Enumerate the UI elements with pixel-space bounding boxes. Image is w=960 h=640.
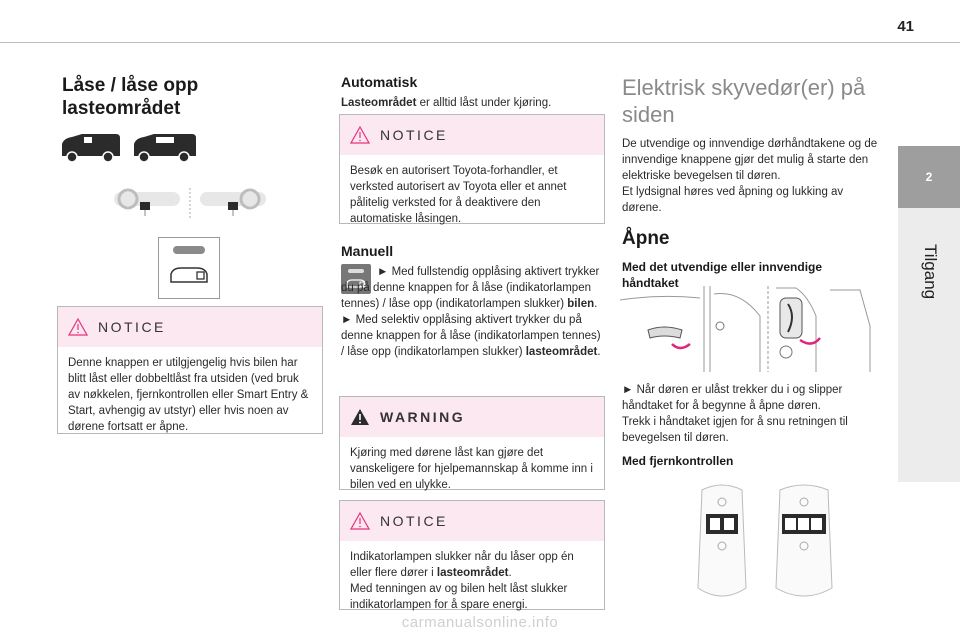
notice-box-col1 [57,306,323,434]
automatic-heading: Automatisk [341,74,418,90]
header-rule [0,42,960,43]
handles-paragraph-1: ► Når døren er ulåst trekker du i og slipper håndtaket for å begynne å åpne døren. [622,384,843,412]
dashboard-2-icon [200,190,266,216]
sliding-door-title: Elektrisk skyvedør(er) på siden [622,75,866,127]
handles-heading: Med det utvendige eller innvendige håndtaket [622,260,823,290]
chapter-tab[interactable]: 2 [898,146,960,208]
remote-heading: Med fjernkontrollen [622,454,734,468]
remote-key-1-icon [698,485,746,596]
notice-header [340,115,604,155]
col3 [622,74,882,291]
notice-body-2: Med tenningen av og bilen helt låst slukker indikatorlampen for å spare energi. [350,583,568,611]
manual-heading: Manuell [341,243,394,259]
sliding-door-intro-2: Et lydsignal høres ved åpning og lukking av dørene. [622,186,844,214]
remote-key-illustration [682,480,872,608]
sliding-door-intro-1: De utvendige og innvendige dørhåndtakene og de innvendige knappene gjør det mulig å starte den elektriske bevegelsen til døren. [622,138,878,182]
manual-text [341,264,603,360]
notice-triangle-icon [68,318,88,336]
door-handle-illustration [620,286,882,372]
interior-handle-icon [780,298,802,338]
notice-triangle-icon [350,512,370,530]
pull-arrow-icon [672,344,690,348]
exterior-handle-icon [648,327,682,338]
notice-triangle-icon [350,126,370,144]
manual-section [341,243,603,259]
handles-paragraph-2: Trekk i håndtaket igjen for å snu retningen til bevegelsen til døren. [622,416,848,444]
notice-title: NOTICE [380,127,448,143]
warning-box [339,396,605,490]
notice-title: NOTICE [380,513,448,529]
cargo-lock-button-illustration [158,237,220,299]
open-heading: Åpne [622,228,670,249]
warning-title: WARNING [380,409,466,425]
notice-body: Besøk en autorisert Toyota-forhandler, et verksted autorisert av Toyota eller et annet pålitelig verksted for å deaktivere den automatiske låsingen. [350,165,567,225]
van-2-icon [134,134,196,162]
notice-body: Indikatorlampen slukker når du låser opp én eller flere dører i lasteområdet. [350,551,574,579]
dashboard-1-icon [114,190,180,216]
warning-body: Kjøring med dørene låst kan gjøre det vanskeligere for hjelpemannskap å komme inn i bilen ved en ulykke. [350,447,593,491]
remote-key-2-icon [776,485,832,596]
section-title-lock-cargo: Låse / låse opp lasteområdet [62,75,199,119]
col3-lower [622,382,884,468]
manual-paragraph-1: ► Med fullstendig opplåsing aktivert trykker du på denne knappen for å låse (indikatorlampen tennes) / låse opp (indikatorlampen slukker) bilen. [341,266,600,310]
footer-watermark: carmanualsonline.info [401,614,559,631]
notice-box-automatic [339,114,605,224]
notice-body: Denne knappen er utilgjengelig hvis bilen har blitt låst eller dobbeltlåst fra utsiden (ved bruk av nøkkelen, fjernkontrollen eller Smart Entry & Start, avhengig av utstyr) eller hvis noen av dørene fortsatt er åpne. [68,357,309,433]
page-number: 41 [897,18,914,35]
van-illustrations [58,128,198,164]
notice-title: NOTICE [98,319,166,335]
dashboard-illustrations [112,186,272,220]
notice-header [340,501,604,541]
automatic-text: Lasteområdet er alltid låst under kjøring. [341,97,552,109]
chapter-label: Tilgang [921,244,940,300]
notice-header [58,307,322,347]
warning-triangle-icon [350,408,370,426]
van-1-icon [62,134,120,162]
notice-box-indicator [339,500,605,610]
warning-header [340,397,604,437]
col1-title-wrap [62,74,312,120]
pull-arrow-icon-2 [800,338,820,344]
col2 [341,74,603,111]
manual-paragraph-2: ► Med selektiv opplåsing aktivert trykker du på denne knappen for å låse (indikatorlampen tennes) / låse opp (indikatorlampen slukker) lasteområdet. [341,314,601,358]
